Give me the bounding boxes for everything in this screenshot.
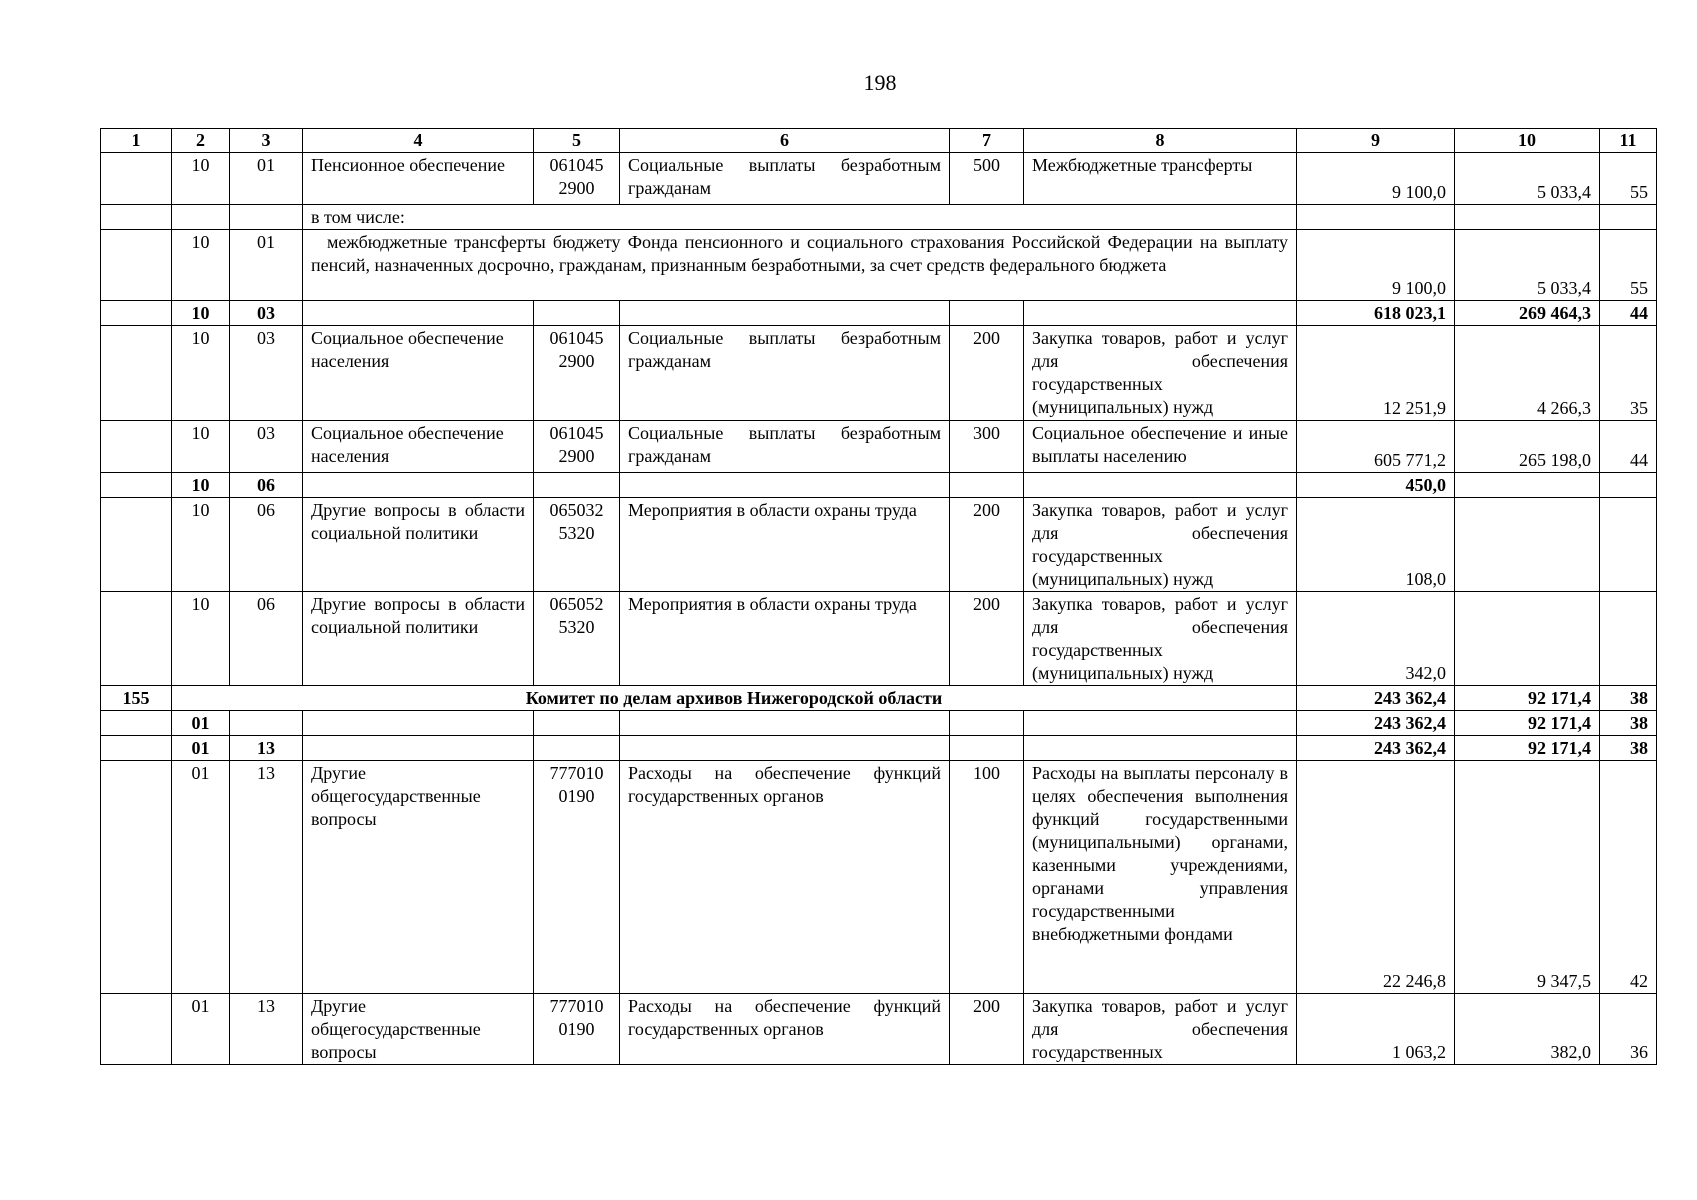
cell-empty: [950, 711, 1024, 736]
cell-percent: [1600, 498, 1657, 592]
cell-plan: 243 362,4: [1297, 711, 1455, 736]
cell-target-code: 065052 5320: [534, 592, 620, 686]
cell-empty: [950, 473, 1024, 498]
cell-empty: [950, 301, 1024, 326]
cell-empty: [303, 711, 534, 736]
cell-percent: 38: [1600, 711, 1657, 736]
column-header: 6: [620, 129, 950, 153]
table-row: [101, 421, 1657, 473]
cell-name: Другие вопросы в области социальной политики: [303, 498, 534, 592]
cell-empty: [1024, 473, 1297, 498]
cell-subsection: 13: [230, 736, 303, 761]
cell-subsection: 06: [230, 498, 303, 592]
cell-note: в том числе:: [303, 205, 1297, 230]
cell-actual: 92 171,4: [1455, 711, 1600, 736]
cell-section: 01: [172, 994, 230, 1065]
cell-empty: [950, 736, 1024, 761]
cell-department-title: Комитет по делам архивов Нижегородской области: [172, 686, 1297, 711]
cell-percent: 44: [1600, 301, 1657, 326]
cell-target-code: 061045 2900: [534, 153, 620, 205]
cell-empty: [101, 326, 172, 421]
cell-empty: [620, 473, 950, 498]
header-row: [101, 129, 1657, 153]
table-row: [101, 498, 1657, 592]
cell-subsection: 13: [230, 761, 303, 994]
cell-empty: [534, 736, 620, 761]
cell-plan: 618 023,1: [1297, 301, 1455, 326]
cell-target-name: Социальные выплаты безработным гражданам: [620, 421, 950, 473]
cell-empty: [1024, 736, 1297, 761]
cell-plan: 108,0: [1297, 498, 1455, 592]
cell-empty: [101, 498, 172, 592]
cell-expense-code: 500: [950, 153, 1024, 205]
page-number: 198: [863, 70, 897, 95]
column-header: 10: [1455, 129, 1600, 153]
cell-plan: 342,0: [1297, 592, 1455, 686]
cell-empty: [101, 473, 172, 498]
cell-plan: 22 246,8: [1297, 761, 1455, 994]
cell-expense-name: Расходы на выплаты персоналу в целях обеспечения выполнения функций государственными (муниципальными) органами, казенными учреждениями, органами управления государственными внебюджетными фондами: [1024, 761, 1297, 994]
cell-actual: 5 033,4: [1455, 153, 1600, 205]
cell-target-name: Расходы на обеспечение функций государственных органов: [620, 761, 950, 994]
cell-target-name: Социальные выплаты безработным гражданам: [620, 326, 950, 421]
cell-subsection: 06: [230, 592, 303, 686]
cell-section: 10: [172, 326, 230, 421]
column-header: 7: [950, 129, 1024, 153]
cell-section: 10: [172, 230, 230, 301]
cell-empty: [101, 592, 172, 686]
cell-actual: 92 171,4: [1455, 736, 1600, 761]
cell-actual: 265 198,0: [1455, 421, 1600, 473]
cell-empty: [303, 301, 534, 326]
subtotal-row: [101, 736, 1657, 761]
cell-plan: 243 362,4: [1297, 736, 1455, 761]
cell-percent: 44: [1600, 421, 1657, 473]
table-row: [101, 153, 1657, 205]
budget-table: [100, 128, 1657, 1065]
cell-target-code: 065032 5320: [534, 498, 620, 592]
cell-expense-code: 200: [950, 592, 1024, 686]
cell-expense-name: Закупка товаров, работ и услуг для обеспечения государственных (муниципальных) нужд: [1024, 498, 1297, 592]
cell-empty: [101, 711, 172, 736]
department-row: [101, 686, 1657, 711]
cell-expense-name: Закупка товаров, работ и услуг для обеспечения государственных (муниципальных) нужд: [1024, 592, 1297, 686]
cell-plan: 243 362,4: [1297, 686, 1455, 711]
cell-empty: [1024, 301, 1297, 326]
subtotal-row: [101, 301, 1657, 326]
cell-subsection: [230, 711, 303, 736]
table-row: [101, 994, 1657, 1065]
cell-section: 10: [172, 473, 230, 498]
cell-name: Другие общегосударственные вопросы: [303, 761, 534, 994]
table-row: [101, 230, 1657, 301]
column-header: 1: [101, 129, 172, 153]
cell-empty: [620, 301, 950, 326]
cell-plan: 450,0: [1297, 473, 1455, 498]
cell-actual: 269 464,3: [1455, 301, 1600, 326]
cell-expense-code: 300: [950, 421, 1024, 473]
cell-subsection: 03: [230, 301, 303, 326]
cell-expense-code: 200: [950, 994, 1024, 1065]
table-row: [101, 205, 1657, 230]
cell-empty: [101, 736, 172, 761]
cell-empty: [1600, 205, 1657, 230]
cell-empty: [230, 205, 303, 230]
column-header: 2: [172, 129, 230, 153]
cell-actual: 382,0: [1455, 994, 1600, 1065]
cell-expense-name: Социальное обеспечение и иные выплаты населению: [1024, 421, 1297, 473]
cell-name: Другие вопросы в области социальной политики: [303, 592, 534, 686]
cell-empty: [620, 711, 950, 736]
cell-subsection: 01: [230, 230, 303, 301]
cell-actual: 92 171,4: [1455, 686, 1600, 711]
cell-actual: 9 347,5: [1455, 761, 1600, 994]
cell-empty: [101, 301, 172, 326]
cell-empty: [101, 761, 172, 994]
cell-percent: 38: [1600, 686, 1657, 711]
cell-target-name: Социальные выплаты безработным гражданам: [620, 153, 950, 205]
cell-actual: [1455, 498, 1600, 592]
column-header: 4: [303, 129, 534, 153]
cell-subsection: 06: [230, 473, 303, 498]
column-header: 11: [1600, 129, 1657, 153]
cell-percent: [1600, 592, 1657, 686]
cell-expense-code: 200: [950, 326, 1024, 421]
cell-section: 01: [172, 761, 230, 994]
cell-subsection: 03: [230, 326, 303, 421]
cell-section: 10: [172, 301, 230, 326]
table-row: [101, 592, 1657, 686]
cell-percent: [1600, 473, 1657, 498]
cell-empty: [1024, 711, 1297, 736]
cell-empty: [534, 473, 620, 498]
cell-empty: [101, 153, 172, 205]
cell-empty: [101, 230, 172, 301]
cell-target-code: 777010 0190: [534, 761, 620, 994]
column-header: 8: [1024, 129, 1297, 153]
column-header: 9: [1297, 129, 1455, 153]
cell-actual: 5 033,4: [1455, 230, 1600, 301]
cell-department-code: 155: [101, 686, 172, 711]
table-row: [101, 761, 1657, 994]
cell-name: Социальное обеспечение населения: [303, 326, 534, 421]
cell-empty: [620, 736, 950, 761]
cell-empty: [534, 711, 620, 736]
cell-plan: 9 100,0: [1297, 230, 1455, 301]
cell-description: межбюджетные трансферты бюджету Фонда пенсионного и социального страхования Российской Федерации на выплату пенсий, назначенных досрочно, гражданам, признанным безработными, за счет средств федерального бюджета: [303, 230, 1297, 301]
cell-name: Социальное обеспечение населения: [303, 421, 534, 473]
cell-plan: 605 771,2: [1297, 421, 1455, 473]
cell-percent: 38: [1600, 736, 1657, 761]
cell-empty: [101, 421, 172, 473]
cell-empty: [101, 994, 172, 1065]
cell-name: Пенсионное обеспечение: [303, 153, 534, 205]
cell-expense-name: Межбюджетные трансферты: [1024, 153, 1297, 205]
column-header: 3: [230, 129, 303, 153]
cell-empty: [1297, 205, 1455, 230]
cell-empty: [534, 301, 620, 326]
cell-empty: [101, 205, 172, 230]
cell-target-code: 061045 2900: [534, 421, 620, 473]
cell-section: 10: [172, 498, 230, 592]
cell-percent: 42: [1600, 761, 1657, 994]
cell-name: Другие общегосударственные вопросы: [303, 994, 534, 1065]
cell-actual: [1455, 473, 1600, 498]
cell-percent: 55: [1600, 230, 1657, 301]
cell-section: 10: [172, 592, 230, 686]
cell-target-code: 061045 2900: [534, 326, 620, 421]
cell-actual: 4 266,3: [1455, 326, 1600, 421]
cell-section: 10: [172, 153, 230, 205]
cell-plan: 9 100,0: [1297, 153, 1455, 205]
cell-expense-name: Закупка товаров, работ и услуг для обеспечения государственных (муниципальных) нужд: [1024, 326, 1297, 421]
cell-section: 01: [172, 711, 230, 736]
table-row: [101, 326, 1657, 421]
cell-percent: 55: [1600, 153, 1657, 205]
cell-percent: 36: [1600, 994, 1657, 1065]
cell-subsection: 03: [230, 421, 303, 473]
cell-subsection: 01: [230, 153, 303, 205]
cell-empty: [1455, 205, 1600, 230]
cell-plan: 12 251,9: [1297, 326, 1455, 421]
cell-empty: [172, 205, 230, 230]
cell-target-code: 777010 0190: [534, 994, 620, 1065]
cell-empty: [303, 736, 534, 761]
cell-subsection: 13: [230, 994, 303, 1065]
cell-section: 10: [172, 421, 230, 473]
column-header: 5: [534, 129, 620, 153]
subtotal-row: [101, 711, 1657, 736]
cell-actual: [1455, 592, 1600, 686]
cell-target-name: Мероприятия в области охраны труда: [620, 592, 950, 686]
subtotal-row: [101, 473, 1657, 498]
cell-target-name: Мероприятия в области охраны труда: [620, 498, 950, 592]
cell-plan: 1 063,2: [1297, 994, 1455, 1065]
cell-expense-code: 200: [950, 498, 1024, 592]
cell-target-name: Расходы на обеспечение функций государственных органов: [620, 994, 950, 1065]
cell-empty: [303, 473, 534, 498]
cell-expense-name: Закупка товаров, работ и услуг для обеспечения государственных: [1024, 994, 1297, 1065]
cell-section: 01: [172, 736, 230, 761]
cell-expense-code: 100: [950, 761, 1024, 994]
cell-percent: 35: [1600, 326, 1657, 421]
